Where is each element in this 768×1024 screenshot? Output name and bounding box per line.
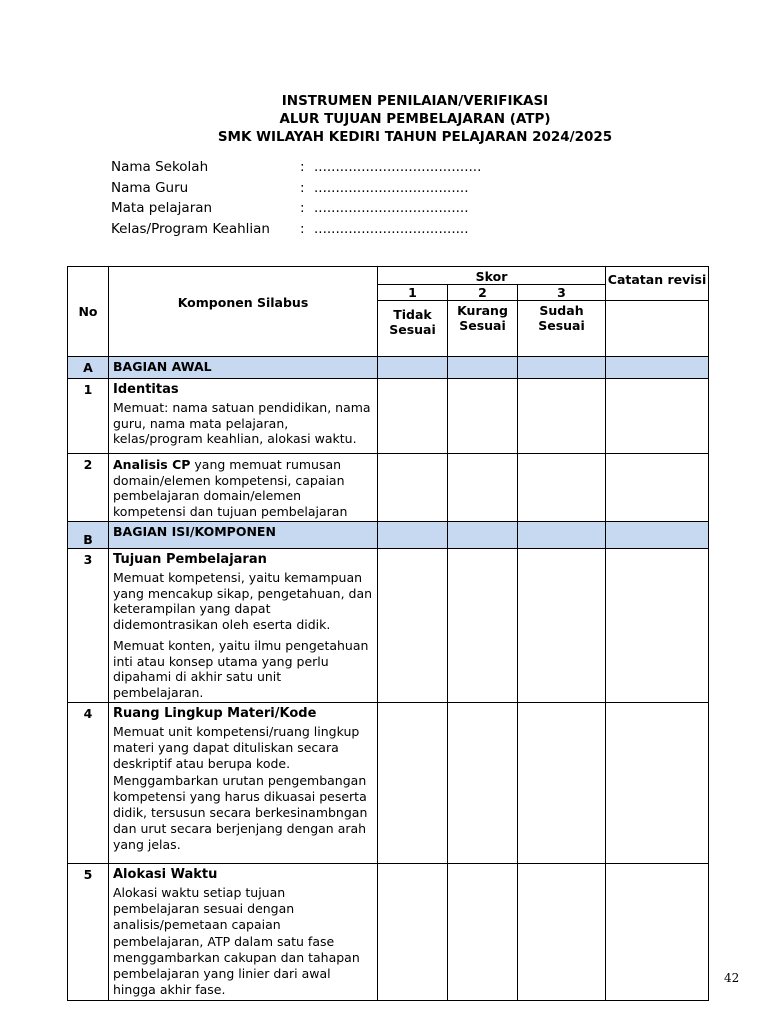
component-desc: Memuat kompetensi, yaitu kemampuan yang mencakup sikap, pengetahuan, dan keterampilan yang dapat didemontrasikan oleh eserta didik. (113, 570, 373, 632)
component-title: Alokasi Waktu (113, 867, 218, 882)
assessment-table (67, 266, 709, 1001)
title-line-1: INSTRUMEN PENILAIAN/VERIFIKASI (281, 93, 549, 109)
score-cell-1[interactable] (378, 703, 448, 864)
row-number: 3 (68, 549, 109, 703)
component-desc (113, 457, 373, 519)
section-label: BAGIAN ISI/KOMPONEN (109, 522, 378, 549)
score-cell-2[interactable] (448, 864, 518, 1001)
score-cell-1[interactable] (378, 864, 448, 1001)
score-cell-2[interactable] (448, 379, 518, 454)
score-number-1: 1 (378, 285, 448, 301)
score-label-sudah-sesuai: Sudah Sesuai (518, 301, 606, 357)
section-row-b (68, 522, 709, 549)
header-skor: Skor (378, 267, 606, 285)
info-row-nama-sekolah (111, 157, 481, 178)
score-cell-1[interactable] (378, 549, 448, 703)
info-label: Nama Sekolah (111, 159, 209, 175)
table-row (68, 454, 709, 522)
score-cell-2[interactable] (448, 703, 518, 864)
catatan-blank (606, 301, 709, 357)
score-cell-3[interactable] (518, 549, 606, 703)
table-row (68, 864, 709, 1001)
info-colon: : (300, 220, 305, 237)
component-cell (109, 864, 378, 1001)
component-desc: Memuat unit kompetensi/ruang lingkup materi yang dapat dituliskan secara deskriptif atau berupa kode. Menggambarkan urutan pengembangan kompetensi yang harus dikuasai peserta didik, tersusun secara berkesinambngan dan urut secara berjenjang dengan arah yang jelas. (113, 724, 368, 853)
title-line-3: SMK WILAYAH KEDIRI TAHUN PELAJARAN 2024/2025 (217, 129, 613, 145)
info-colon: : (300, 159, 305, 175)
component-title: Tujuan Pembelajaran (113, 552, 267, 567)
row-number: 5 (68, 864, 109, 1001)
header-no: No (68, 267, 109, 357)
table-row (68, 549, 709, 703)
info-value-blank: .................................... (314, 200, 469, 216)
component-title: Analisis CP (113, 457, 191, 472)
info-value-blank: ....................................... (314, 159, 482, 175)
component-desc: Alokasi waktu setiap tujuan pembelajaran sesuai dengan analisis/pemetaan capaian pembelajaran, ATP dalam satu fase menggambarkan cakupan dan tahapan pembelajaran yang linier dari awal hingga akhir fase. (113, 885, 360, 998)
info-colon: : (300, 200, 305, 216)
row-number: 1 (68, 379, 109, 454)
component-desc: Memuat konten, yaitu ilmu pengetahuan inti atau konsep utama yang perlu dipahami di akhir satu unit pembelajaran. (113, 638, 369, 700)
table-row (68, 703, 709, 864)
header-komponen: Komponen Silabus (109, 267, 378, 357)
page-number: 42 (724, 971, 740, 985)
component-title: Ruang Lingkup Materi/Kode (113, 706, 317, 721)
component-cell (109, 454, 378, 522)
info-row-kelas-program (111, 219, 481, 240)
catatan-cell[interactable] (606, 549, 709, 703)
info-label: Kelas/Program Keahlian (111, 220, 270, 237)
component-cell (109, 703, 378, 864)
score-cell-2[interactable] (448, 549, 518, 703)
info-label: Nama Guru (111, 179, 189, 196)
info-value-blank: .................................... (314, 220, 469, 237)
table-row (68, 379, 709, 454)
info-row-mata-pelajaran (111, 198, 481, 219)
score-cell-3[interactable] (518, 454, 606, 522)
score-number-3: 3 (518, 285, 606, 301)
score-label-tidak-sesuai: Tidak Sesuai (378, 301, 448, 357)
section-code: A (68, 357, 109, 379)
component-desc-text: yang memuat rumusan domain/elemen kompetensi, capaian pembelajaran domain/elemen kompetensi dan tujuan pembelajaran (113, 457, 348, 519)
score-cell-1[interactable] (378, 454, 448, 522)
score-cell-3[interactable] (518, 703, 606, 864)
row-number: 2 (68, 454, 109, 522)
catatan-cell[interactable] (606, 454, 709, 522)
section-label: BAGIAN AWAL (109, 357, 378, 379)
score-cell-3[interactable] (518, 379, 606, 454)
catatan-cell[interactable] (606, 864, 709, 1001)
score-cell-3[interactable] (518, 864, 606, 1001)
info-colon: : (300, 179, 305, 196)
catatan-cell[interactable] (606, 379, 709, 454)
score-number-2: 2 (448, 285, 518, 301)
score-cell-1[interactable] (378, 379, 448, 454)
header-catatan-revisi: Catatan revisi (606, 267, 709, 301)
info-value-blank: .................................... (314, 179, 469, 196)
score-label-kurang-sesuai: Kurang Sesuai (448, 301, 518, 357)
component-desc: Memuat: nama satuan pendidikan, nama guru, nama mata pelajaran, kelas/program keahlian, alokasi waktu. (113, 400, 371, 446)
score-cell-2[interactable] (448, 454, 518, 522)
catatan-cell[interactable] (606, 703, 709, 864)
info-row-nama-guru (111, 178, 481, 199)
component-title: Identitas (113, 382, 179, 397)
identity-fields (111, 157, 481, 239)
document-title (200, 92, 630, 146)
row-number: 4 (68, 703, 109, 864)
title-line-2: ALUR TUJUAN PEMBELAJARAN (ATP) (279, 111, 551, 127)
info-label: Mata pelajaran (111, 200, 213, 216)
section-code: B (68, 522, 109, 549)
component-cell (109, 379, 378, 454)
section-row-a (68, 357, 709, 379)
component-cell (109, 549, 378, 703)
